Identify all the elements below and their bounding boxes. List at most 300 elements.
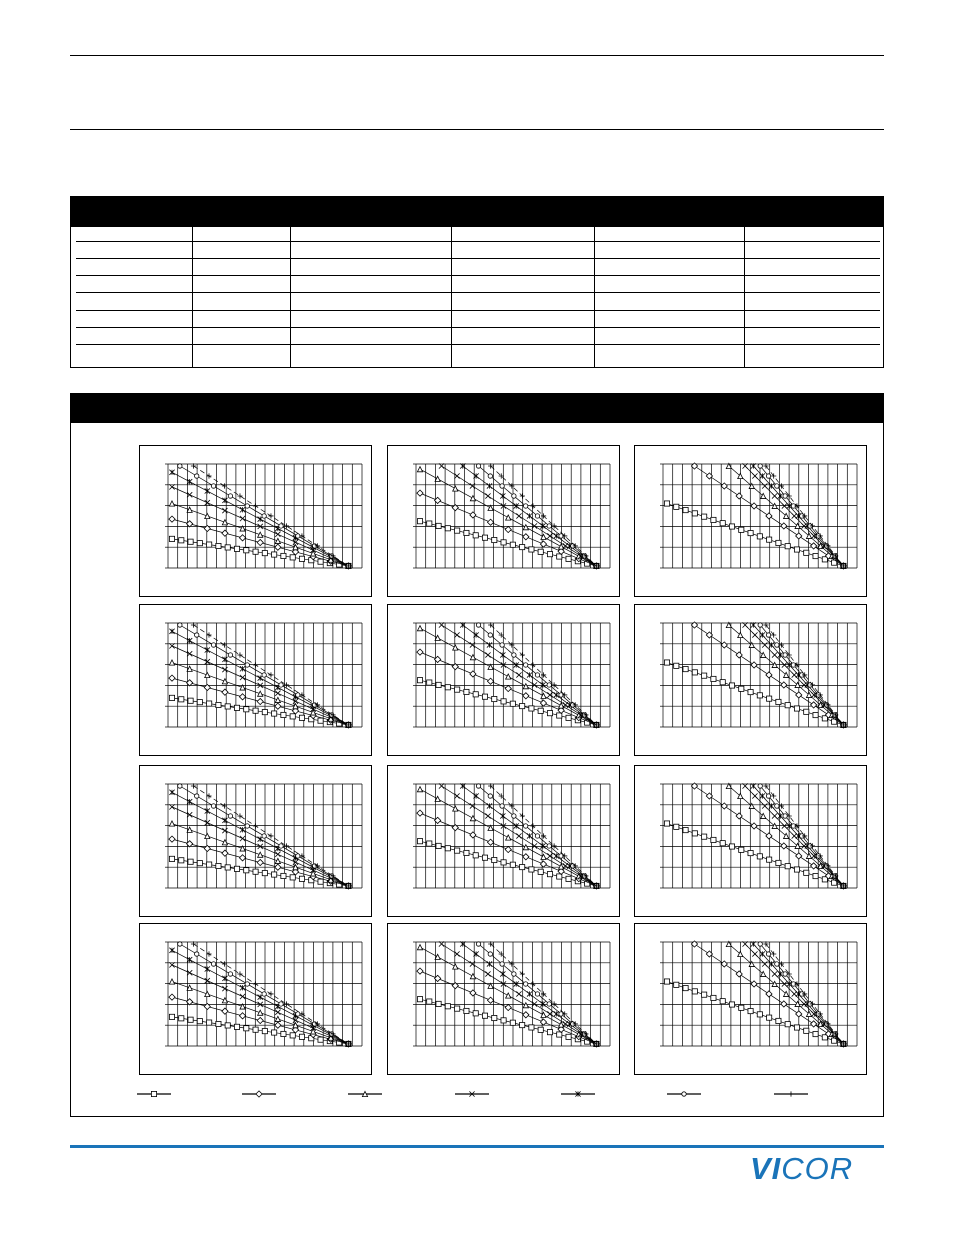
square-marker — [234, 866, 239, 871]
circle-marker — [766, 633, 770, 637]
square-marker — [538, 549, 543, 554]
table-row — [76, 241, 880, 259]
square-marker — [188, 698, 193, 703]
plus-marker — [253, 662, 258, 667]
square-marker — [216, 1021, 221, 1026]
x-marker — [752, 473, 757, 478]
x-marker — [811, 1011, 816, 1016]
x-marker — [782, 981, 787, 986]
square-marker — [464, 530, 469, 535]
square-marker — [776, 860, 781, 865]
square-marker — [436, 523, 441, 528]
x-marker — [275, 852, 280, 857]
diamond-marker — [222, 850, 228, 856]
chart-series — [169, 979, 351, 1047]
diamond-marker — [417, 649, 423, 655]
triangle-marker — [275, 538, 280, 543]
square-marker — [197, 861, 202, 866]
square-marker — [272, 1030, 277, 1035]
chart-panel — [634, 604, 867, 756]
square-marker — [290, 555, 295, 560]
square-marker — [244, 548, 249, 553]
diamond-marker — [487, 997, 493, 1003]
circle-marker — [228, 972, 232, 976]
square-marker — [216, 543, 221, 548]
triangle-marker — [169, 501, 174, 506]
triangle-marker — [453, 806, 458, 811]
x-marker — [762, 483, 767, 488]
square-marker — [197, 1019, 202, 1024]
square-marker — [464, 850, 469, 855]
triangle-marker — [222, 840, 227, 845]
square-marker — [445, 1004, 450, 1009]
triangle-marker — [541, 854, 546, 859]
square-marker — [729, 524, 734, 529]
legend-item — [455, 1087, 495, 1101]
square-marker — [169, 695, 174, 700]
x-marker — [187, 492, 192, 497]
circle-marker — [535, 673, 539, 677]
x-marker — [240, 675, 245, 680]
diamond-marker — [540, 861, 546, 867]
square-marker — [711, 517, 716, 522]
x-marker — [782, 503, 787, 508]
diamond-marker — [523, 1012, 529, 1018]
table-column-divider — [290, 226, 291, 368]
diamond-marker — [523, 693, 529, 699]
plus-marker — [268, 672, 273, 677]
chart-series — [691, 463, 846, 569]
diamond-marker — [239, 535, 245, 541]
square-marker — [529, 1025, 534, 1030]
square-marker — [813, 873, 818, 878]
diamond-marker — [736, 652, 742, 658]
square-marker — [455, 848, 460, 853]
chart-panel — [387, 445, 620, 597]
square-marker — [748, 530, 753, 535]
star-marker — [169, 629, 174, 634]
star-marker — [205, 647, 210, 652]
legend-item — [348, 1087, 388, 1101]
star-marker — [540, 523, 545, 528]
circle-marker — [211, 643, 215, 647]
star-marker — [205, 808, 210, 813]
square-marker — [794, 706, 799, 711]
square-marker — [664, 501, 669, 506]
square-marker — [188, 859, 193, 864]
triangle-marker — [187, 827, 192, 832]
star-marker — [527, 991, 532, 996]
square-marker — [748, 850, 753, 855]
square-marker — [674, 824, 679, 829]
circle-marker — [488, 633, 492, 637]
x-marker — [516, 833, 521, 838]
square-marker — [281, 712, 286, 717]
square-marker — [529, 867, 534, 872]
triangle-marker — [258, 532, 263, 537]
square-marker — [281, 873, 286, 878]
star-marker — [514, 662, 519, 667]
chart-panel — [139, 604, 372, 756]
square-marker — [197, 700, 202, 705]
table-column-divider — [594, 226, 595, 368]
legend-item — [561, 1087, 601, 1101]
square-marker — [179, 697, 184, 702]
circle-marker — [523, 504, 527, 508]
square-marker — [427, 680, 432, 685]
square-marker — [683, 985, 688, 990]
plus-marker — [206, 632, 211, 637]
star-marker — [500, 493, 505, 498]
square-marker — [262, 710, 267, 715]
triangle-marker — [205, 672, 210, 677]
diamond-marker — [781, 1001, 787, 1007]
circle-marker — [245, 663, 249, 667]
square-marker — [244, 1026, 249, 1031]
diamond-marker — [766, 991, 772, 997]
chart-series — [476, 623, 598, 727]
square-marker — [318, 718, 323, 723]
diamond-marker — [470, 671, 476, 677]
triangle-marker — [506, 515, 511, 520]
chart-series — [169, 821, 351, 889]
square-marker — [547, 711, 552, 716]
star-marker — [554, 853, 559, 858]
chart-series — [476, 784, 598, 888]
circle-marker — [682, 1092, 686, 1096]
square-marker — [492, 537, 497, 542]
diamond-marker — [523, 534, 529, 540]
chart-series — [191, 783, 351, 888]
square-marker — [739, 686, 744, 691]
diamond-marker — [222, 530, 228, 536]
chart-series — [743, 622, 847, 727]
diamond-marker — [169, 516, 175, 522]
square-marker — [445, 846, 450, 851]
triangle-marker — [205, 833, 210, 838]
square-marker — [445, 685, 450, 690]
square-marker — [674, 982, 679, 987]
diamond-marker — [505, 526, 511, 532]
triangle-marker — [258, 852, 263, 857]
circle-marker — [228, 494, 232, 498]
plus-marker — [206, 473, 211, 478]
square-marker — [720, 521, 725, 526]
footer-accent-line — [70, 1145, 884, 1148]
triangle-marker — [435, 635, 440, 640]
star-marker — [222, 657, 227, 662]
plot-area — [660, 941, 857, 1047]
x-marker — [485, 493, 490, 498]
triangle-marker — [417, 626, 422, 631]
plot-area — [165, 783, 362, 889]
triangle-marker — [523, 845, 528, 850]
square-marker — [674, 504, 679, 509]
x-marker — [772, 813, 777, 818]
star-marker — [169, 470, 174, 475]
square-marker — [566, 1034, 571, 1039]
x-marker — [454, 473, 459, 478]
diamond-marker — [222, 689, 228, 695]
square-marker — [188, 539, 193, 544]
plus-marker — [253, 981, 258, 986]
star-marker — [760, 793, 765, 798]
square-marker — [262, 1029, 267, 1034]
square-marker — [520, 544, 525, 549]
chart-series — [169, 501, 351, 569]
square-marker — [683, 827, 688, 832]
square-marker — [748, 689, 753, 694]
header-rule-bottom — [70, 129, 884, 130]
square-marker — [253, 869, 258, 874]
plot-area — [660, 622, 857, 728]
star-marker — [169, 790, 174, 795]
x-marker — [772, 971, 777, 976]
triangle-marker — [488, 825, 493, 830]
star-marker — [240, 827, 245, 832]
square-marker — [520, 703, 525, 708]
x-marker — [752, 793, 757, 798]
x-marker — [762, 642, 767, 647]
square-marker — [482, 694, 487, 699]
x-marker — [240, 836, 245, 841]
x-marker — [222, 508, 227, 513]
diamond-marker — [721, 803, 727, 809]
circle-marker — [211, 962, 215, 966]
chart-series — [417, 626, 599, 728]
square-marker — [804, 870, 809, 875]
square-marker — [510, 701, 515, 706]
diamond-marker — [751, 823, 757, 829]
star-marker — [487, 961, 492, 966]
diamond-marker — [540, 700, 546, 706]
square-marker — [785, 1022, 790, 1027]
diamond-marker — [781, 843, 787, 849]
square-marker — [785, 703, 790, 708]
triangle-marker — [169, 821, 174, 826]
triangle-marker — [275, 1016, 280, 1021]
square-marker — [244, 868, 249, 873]
square-marker — [318, 879, 323, 884]
square-marker — [427, 999, 432, 1004]
circle-marker — [547, 524, 551, 528]
square-marker — [785, 544, 790, 549]
star-marker — [187, 957, 192, 962]
square-marker — [776, 699, 781, 704]
plot-area — [413, 941, 610, 1047]
x-marker — [222, 828, 227, 833]
triangle-marker — [205, 513, 210, 518]
circle-marker — [476, 623, 480, 627]
triangle-marker — [435, 954, 440, 959]
triangle-marker — [470, 655, 475, 660]
diamond-marker — [811, 543, 817, 549]
square-marker — [207, 862, 212, 867]
vicor-logo — [748, 1150, 888, 1184]
circle-marker — [547, 844, 551, 848]
square-marker — [482, 1013, 487, 1018]
x-marker — [811, 853, 816, 858]
circle-marker — [279, 844, 283, 848]
star-marker — [205, 488, 210, 493]
square-marker — [281, 553, 286, 558]
table-column-divider — [192, 226, 193, 368]
square-marker — [711, 676, 716, 681]
diamond-marker — [796, 533, 802, 539]
square-marker — [253, 549, 258, 554]
square-marker — [794, 547, 799, 552]
x-marker — [454, 951, 459, 956]
square-marker — [566, 715, 571, 720]
triangle-marker — [506, 835, 511, 840]
diamond-marker — [721, 483, 727, 489]
star-marker — [187, 799, 192, 804]
star-marker — [500, 652, 505, 657]
square-marker — [501, 540, 506, 545]
diamond-marker — [169, 675, 175, 681]
square-marker — [767, 696, 772, 701]
diamond-marker — [781, 523, 787, 529]
triangle-marker — [488, 983, 493, 988]
svg-text:VICOR: VICOR — [750, 1151, 854, 1184]
square-marker — [538, 869, 543, 874]
square-marker — [427, 521, 432, 526]
chart-panel — [387, 604, 620, 756]
square-marker — [683, 666, 688, 671]
circle-marker — [523, 663, 527, 667]
diamond-marker — [169, 836, 175, 842]
square-marker — [757, 534, 762, 539]
square-marker — [785, 864, 790, 869]
chart-series — [751, 463, 846, 568]
triangle-marker — [169, 979, 174, 984]
square-marker — [664, 660, 669, 665]
plus-marker — [268, 513, 273, 518]
plot-area — [413, 622, 610, 728]
diamond-marker — [257, 1017, 263, 1023]
square-marker — [427, 841, 432, 846]
square-marker — [318, 1037, 323, 1042]
square-marker — [299, 556, 304, 561]
triangle-marker — [417, 945, 422, 950]
square-marker — [729, 683, 734, 688]
table-row — [76, 327, 880, 345]
triangle-marker — [417, 467, 422, 472]
square-marker — [492, 696, 497, 701]
circle-marker — [488, 952, 492, 956]
square-marker — [720, 680, 725, 685]
square-marker — [417, 997, 422, 1002]
diamond-marker — [796, 692, 802, 698]
square-marker — [455, 1006, 460, 1011]
chart-panel — [387, 765, 620, 917]
diamond-marker — [470, 832, 476, 838]
diamond-marker — [169, 994, 175, 1000]
square-marker — [253, 1027, 258, 1032]
circle-marker — [775, 804, 779, 808]
triangle-marker — [187, 985, 192, 990]
x-marker — [205, 659, 210, 664]
diamond-marker — [505, 846, 511, 852]
square-marker — [757, 693, 762, 698]
triangle-marker — [169, 660, 174, 665]
triangle-marker — [222, 679, 227, 684]
star-marker — [527, 672, 532, 677]
square-marker — [510, 542, 515, 547]
square-marker — [197, 541, 202, 546]
square-marker — [692, 511, 697, 516]
diamond-marker — [275, 544, 281, 550]
triangle-marker — [275, 858, 280, 863]
star-marker — [514, 503, 519, 508]
diamond-marker — [751, 662, 757, 668]
diamond-marker — [257, 698, 263, 704]
chart-series — [417, 490, 600, 569]
diamond-marker — [487, 519, 493, 525]
x-marker — [485, 652, 490, 657]
x-marker — [275, 691, 280, 696]
triangle-marker — [435, 796, 440, 801]
square-marker — [702, 673, 707, 678]
square-marker — [720, 841, 725, 846]
square-marker — [683, 507, 688, 512]
circle-marker — [512, 972, 516, 976]
square-marker — [436, 1001, 441, 1006]
plot-area — [165, 622, 362, 728]
circle-marker — [228, 814, 232, 818]
diamond-marker — [257, 859, 263, 865]
square-marker — [566, 876, 571, 881]
circle-marker — [476, 784, 480, 788]
square-marker — [702, 834, 707, 839]
square-marker — [207, 542, 212, 547]
star-marker — [527, 833, 532, 838]
circle-marker — [195, 633, 199, 637]
square-marker — [455, 687, 460, 692]
chart-series — [439, 463, 599, 568]
square-marker — [538, 1027, 543, 1032]
square-marker — [757, 1012, 762, 1017]
diamond-marker — [275, 864, 281, 870]
diamond-marker — [540, 1019, 546, 1025]
plus-marker — [253, 503, 258, 508]
diamond-marker — [239, 1013, 245, 1019]
circle-marker — [500, 962, 504, 966]
x-marker — [811, 533, 816, 538]
circle-marker — [500, 643, 504, 647]
chart-series — [417, 787, 599, 889]
x-marker — [240, 516, 245, 521]
square-marker — [417, 519, 422, 524]
circle-marker — [228, 653, 232, 657]
x-marker — [187, 812, 192, 817]
star-marker — [760, 951, 765, 956]
diamond-marker — [505, 685, 511, 691]
circle-marker — [523, 982, 527, 986]
square-marker — [813, 553, 818, 558]
square-marker — [151, 1091, 156, 1096]
triangle-marker — [523, 525, 528, 530]
x-marker — [752, 951, 757, 956]
square-marker — [492, 857, 497, 862]
square-marker — [216, 702, 221, 707]
chart-series — [743, 463, 847, 568]
x-marker — [762, 803, 767, 808]
square-marker — [767, 1015, 772, 1020]
table-row — [76, 275, 880, 293]
triangle-marker — [470, 816, 475, 821]
star-marker — [240, 985, 245, 990]
